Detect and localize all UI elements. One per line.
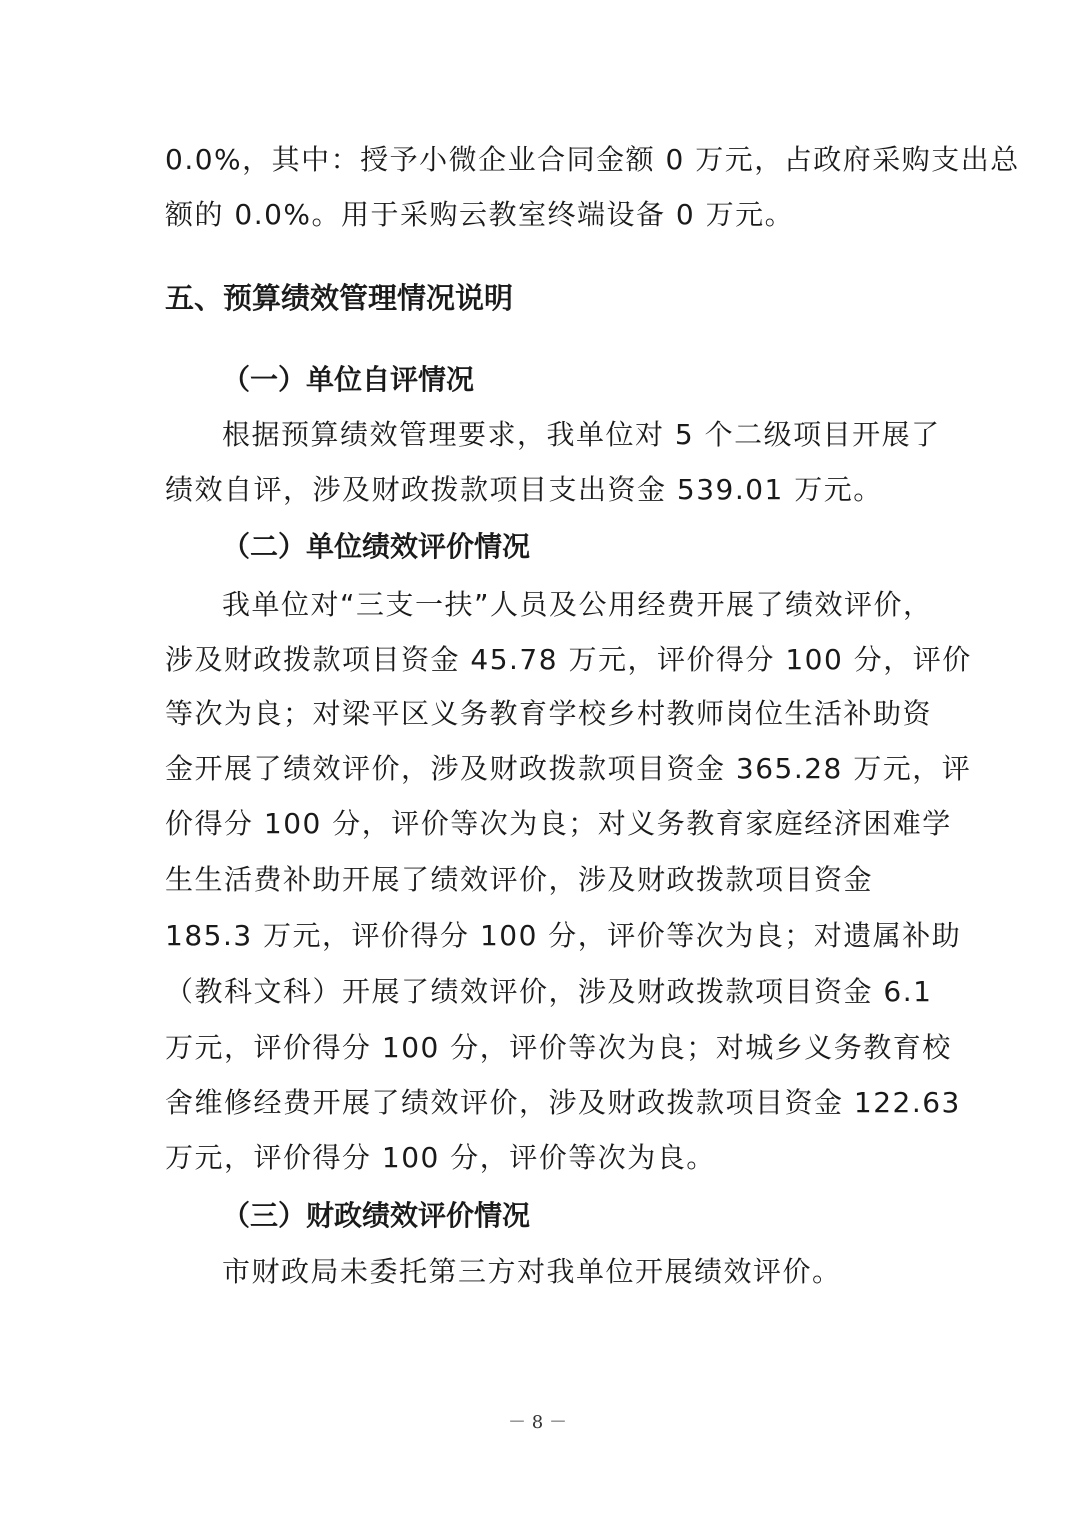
paragraph-line: 市财政局未委托第三方对我单位开展绩效评价。 [222, 1255, 842, 1288]
paragraph-line: 涉及财政拨款项目资金 45.78 万元，评价得分 100 分，评价 [165, 643, 972, 676]
paragraph-line: 万元，评价得分 100 分，评价等次为良；对城乡义务教育校 [165, 1031, 952, 1064]
paragraph-line: 舍维修经费开展了绩效评价，涉及财政拨款项目资金 122.63 [165, 1086, 961, 1119]
paragraph-line: 根据预算绩效管理要求，我单位对 5 个二级项目开展了 [222, 418, 941, 451]
paragraph-line: 我单位对“三支一扶”人员及公用经费开展了绩效评价， [222, 588, 933, 621]
page-number: － 8 － [508, 1412, 567, 1433]
subsection-heading: （一）单位自评情况 [222, 363, 475, 396]
paragraph-line: 金开展了绩效评价，涉及财政拨款项目资金 365.28 万元，评 [165, 752, 972, 785]
paragraph-line: 生生活费补助开展了绩效评价，涉及财政拨款项目资金 [165, 863, 874, 896]
paragraph-line: （教科文科）开展了绩效评价，涉及财政拨款项目资金 6.1 [165, 975, 933, 1008]
paragraph-line: 等次为良；对梁平区义务教育学校乡村教师岗位生活补助资 [165, 697, 933, 730]
paragraph-line: 0.0%，其中：授予小微企业合同金额 0 万元，占政府采购支出总 [165, 143, 1020, 176]
subsection-heading: （二）单位绩效评价情况 [222, 530, 531, 563]
paragraph-line: 绩效自评，涉及财政拨款项目支出资金 539.01 万元。 [165, 473, 883, 506]
paragraph-line: 185.3 万元，评价得分 100 分，评价等次为良；对遗属补助 [165, 919, 962, 952]
paragraph-line: 万元，评价得分 100 分，评价等次为良。 [165, 1141, 716, 1174]
paragraph-line: 额的 0.0%。用于采购云教室终端设备 0 万元。 [165, 198, 795, 231]
paragraph-line: 价得分 100 分，评价等次为良；对义务教育家庭经济困难学 [165, 807, 952, 840]
section-heading: 五、预算绩效管理情况说明 [165, 281, 514, 315]
subsection-heading: （三）财政绩效评价情况 [222, 1199, 531, 1232]
